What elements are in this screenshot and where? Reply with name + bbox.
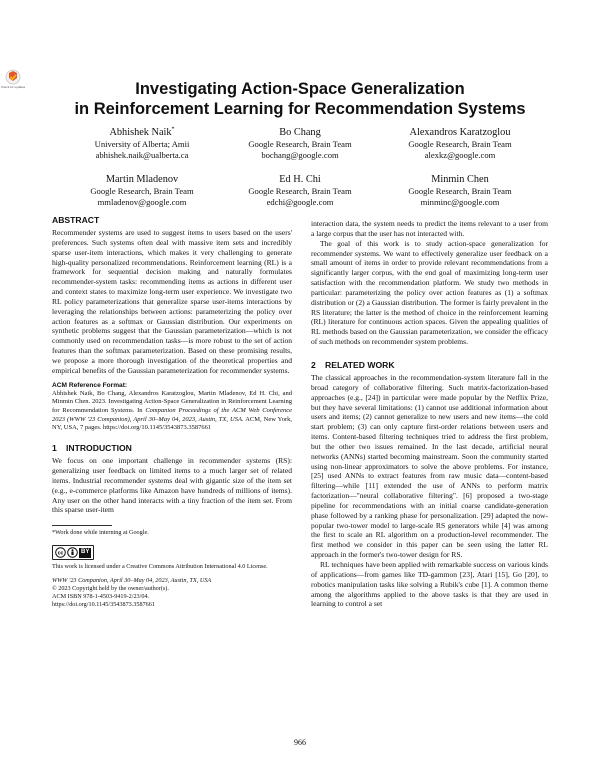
intro-paragraph-2: The goal of this work is to study action-space generalization for recommender systems. We want to effectively generalize user feedback on a small amount of items in order to provide relevant recommendations from a significantly larger corpus, with the end goal of maximizing long-term user satisfaction with the recommendation platform. We study two methods in particular: parameterizing the policy over action features as (1) a softmax distribution or (2) a Gaussian distribution. The former is fairly prevalent in the RS literature; the latter is the method of choice in the reinforcement learning (RL) literature for continuous action spaces. Given the appealing qualities of RL methods based on the Gaussian parameterization, we consider the efficacy of such methods on recommender system problems. <box>311 238 548 347</box>
left-column <box>52 214 292 609</box>
isbn-line: ACM ISBN 978-1-4503-9419-2/23/04. <box>52 593 150 601</box>
author-email[interactable]: mmladenov@google.com <box>97 197 187 207</box>
author-block <box>370 173 550 208</box>
abstract-heading: ABSTRACT <box>52 215 100 225</box>
svg-text:Check for updates: Check for updates <box>0 85 26 89</box>
related-work-paragraph-2: RL techniques have been applied with remarkable success on various kinds of applications—from games like TD-gammon [23], Atari [15], Go [20], to robotics manipulation tasks like solving a Rubik's cube [1]. A common theme among the algorithms applied to the above tasks is that they are used in learning to control a set <box>311 560 548 609</box>
author-email[interactable]: alexkz@google.com <box>424 150 496 160</box>
paper-title <box>0 79 600 119</box>
author-affiliation: Google Research, Brain Team <box>90 186 194 196</box>
author-block <box>210 173 390 208</box>
section-title: INTRODUCTION <box>66 443 132 454</box>
author-email[interactable]: abhishek.naik@ualberta.ca <box>95 150 189 160</box>
author-block <box>370 126 550 161</box>
section-title: RELATED WORK <box>325 359 395 370</box>
footnote-rule <box>52 525 112 526</box>
acm-reference-heading: ACM Reference Format: <box>52 381 128 389</box>
author-affiliation: Google Research, Brain Team <box>248 139 352 149</box>
cc-license-badge[interactable] <box>52 545 292 560</box>
cc-by-icon <box>52 545 94 560</box>
section-heading-related-work <box>311 359 548 371</box>
author-footnote-mark: * <box>171 126 175 133</box>
author-name: Abhishek Naik <box>109 127 172 138</box>
svg-text:cc: cc <box>57 550 64 557</box>
title-line-1: Investigating Action-Space Generalization <box>135 80 465 98</box>
acm-reference-plain: Abhishek Naik, Bo Chang, Alexandros Karatzoglou, Martin Mladenov, Ed H. Chi, and Minmin Chen. 2023. Investigating Action-Space Generalization in Reinforcement Learning for Recommendation Systems. In <box>52 389 292 415</box>
author-affiliation: University of Alberta; Amii <box>94 139 190 149</box>
right-column <box>311 219 548 609</box>
abstract-text: Recommender systems are used to suggest items to users based on the users' preferences. Such systems often deal with massive item sets and incredibly sparse user-item interactions, which makes it very challenging to generate high-quality personalized recommendations. Reinforcement learning (RL) is a framework for sequential decision making and naturally formulates recommender-system tasks: recommending items as actions in different user and context states to maximize long-term user experience. We investigate two RL policy parameterizations that generalize sparse user-items interactions by leveraging the relationships between actions: parameterizing the policy over action features as a softmax or Gaussian distribution. Our experiments on synthetic problems suggest that the Gaussian parameterization—which is not commonly used on recommendation tasks—is more robust to the set of action features than the softmax parameterization. Based on these promising results, we propose a more thorough investigation of the theoretical properties and empirical benefits of the Gaussian parameterization for recommender systems. <box>52 228 292 375</box>
section-number: 2 <box>311 359 316 370</box>
author-email[interactable]: bochang@google.com <box>261 150 339 160</box>
cc-icon <box>55 547 66 558</box>
author-block <box>52 126 232 161</box>
conference-line: WWW '23 Companion, April 30–May 04, 2023, Austin, TX, USA <box>52 577 212 585</box>
related-work-paragraph-1: The classical approaches in the recommendation-system literature fall in the broad category of collaborative filtering. Such matrix-factorization-based approaches (e.g., [24]) in particular were made popular by the Netflix Prize, but they have several limitations: (1) cannot use additional information about users and items; (2) cannot generalize to new users and new items—the cold start problem; (3) can only capture first-order relations between users and items. Content-based filtering techniques tried to address the first problem, but the other two issues remained. In the last decade, artificial neural networks (ANNs) started becoming mainstream. Soon the community started using non-linear approximators to solve the above problems. For instance, [25] used ANNs to extract features from raw music data—content-based filtering—while [11] extended the use of ANNs to perform matrix factorization—"neural collaborative filtering". [6] proposed a two-stage pipeline for recommendations with an initial coarse candidate-generation phase followed by a ranking phase for personalization. [29] adapted the now-popular two-tower model to large-scale RS generators while [4] was among the first to scale an RL algorithm on a production-level recommender. The first method we consider in this paper can be seen using the latter RL approach in the former's two-tower design for RS. <box>311 372 548 560</box>
footnote: *Work done while interning at Google. <box>52 529 149 537</box>
intro-continuation: interaction data, the system needs to predict the items relevant to a user from a large corpus that the user has not interacted with. <box>311 219 548 238</box>
acm-reference-tail: ACM, New York, NY, USA, 7 pages. https://doi.org/10.1145/3543873.3587661 <box>52 415 292 432</box>
section-number: 1 <box>52 443 57 454</box>
intro-paragraph: We focus on one important challenge in recommender systems (RS): generalizing user feedback on limited items to a much larger set of related items. Industrial recommender systems deal with gigantic size of the item set (e.g., e-commerce platforms like Amazon have hundreds of millions of items). Any user on the other hand interacts with a tiny fraction of the item set. From this sparse user-item <box>52 456 292 515</box>
acm-reference-text <box>52 390 292 434</box>
author-name: Minmin Chen <box>431 174 489 185</box>
page-number: 966 <box>294 738 306 747</box>
author-email[interactable]: edchi@google.com <box>266 197 334 207</box>
section-heading-introduction <box>52 442 292 454</box>
author-email[interactable]: minminc@google.com <box>420 197 500 207</box>
acm-reference-venue: Companion Proceedings of the ACM Web Conference 2023 (WWW '23 Companion), April 30–May 04, 2023, Austin, TX, USA. <box>52 407 293 423</box>
author-name: Ed H. Chi <box>279 174 321 185</box>
doi-link[interactable]: https://doi.org/10.1145/3543873.3587661 <box>52 601 155 609</box>
author-block <box>210 126 390 161</box>
author-affiliation: Google Research, Brain Team <box>408 139 512 149</box>
title-line-2: in Reinforcement Learning for Recommendation Systems <box>74 100 526 118</box>
license-text: This work is licensed under a Creative Commons Attribution International 4.0 License. <box>52 563 268 571</box>
author-affiliation: Google Research, Brain Team <box>248 186 352 196</box>
author-block <box>52 173 232 208</box>
copyright-line: © 2023 Copyright held by the owner/author(s). <box>52 585 169 593</box>
author-name: Martin Mladenov <box>105 174 179 185</box>
by-person-icon <box>67 547 78 558</box>
author-name: Bo Chang <box>279 127 321 138</box>
author-affiliation: Google Research, Brain Team <box>408 186 512 196</box>
by-label: BY <box>79 548 91 558</box>
author-name: Alexandros Karatzoglou <box>409 127 511 138</box>
